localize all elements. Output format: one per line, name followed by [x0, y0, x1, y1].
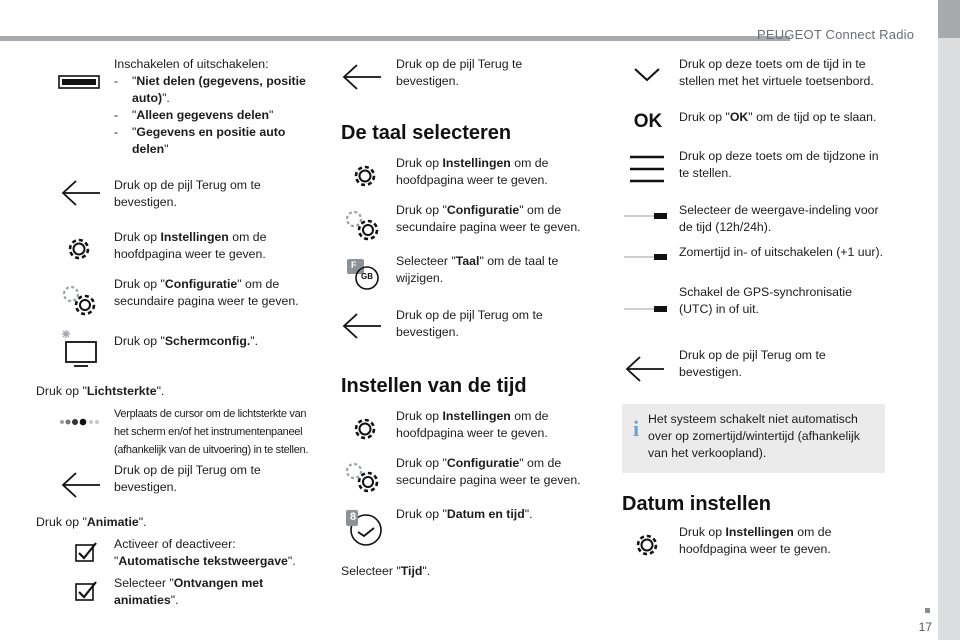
- gps-sync-instruction: Schakel de GPS-synchronisatie (UTC) in of uit.: [679, 285, 852, 316]
- info-note-text: Het systeem schakelt niet automatisch over op zomertijd/wintertijd (afhankelijk van het verkoopland).: [648, 412, 860, 460]
- back-instruction: Druk op de pijl Terug om te bevestigen.: [114, 463, 261, 494]
- toggle-option: - "Alleen gegevens delen": [114, 107, 314, 124]
- date-time-badge: 8: [350, 511, 357, 523]
- back-instruction: Druk op de pijl Terug te bevestigen.: [396, 57, 523, 88]
- back-instruction: Druk op de pijl Terug om te bevestigen.: [396, 308, 543, 339]
- configuration-instruction: Druk op "Configuratie" om de secundaire pagina weer te geven.: [396, 456, 581, 487]
- back-instruction: Druk op de pijl Terug om te bevestigen.: [679, 348, 826, 379]
- section-heading-language: De taal selecteren: [341, 122, 512, 144]
- back-arrow-icon: [60, 178, 102, 208]
- configuration-gears-icon: [341, 205, 385, 245]
- time-select-instruction: Selecteer "Tijd".: [341, 564, 431, 578]
- settings-instruction: Druk op Instellingen om de hoofdpagina weer te geven.: [114, 230, 267, 261]
- page-header-title: PEUGEOT Connect Radio: [757, 27, 915, 42]
- language-icon: [341, 256, 385, 292]
- section-heading-time: Instellen van de tijd: [341, 375, 527, 397]
- auto-text-instruction: Activeer of deactiveer: "Automatische tekstweergave".: [114, 537, 296, 568]
- configuration-gears-icon: [58, 280, 102, 320]
- settings-instruction: Druk op Instellingen om de hoofdpagina weer te geven.: [396, 156, 549, 187]
- date-time-clock-icon: [344, 508, 384, 548]
- back-arrow-icon: [341, 311, 383, 341]
- language-icon-label-bottom: GB: [361, 272, 373, 281]
- brightness-slider-icon: [58, 414, 100, 430]
- continuation-marker: [925, 608, 930, 613]
- toggle-switch-icon: [624, 252, 668, 262]
- dst-instruction: Zomertijd in- of uitschakelen (+1 uur).: [679, 245, 884, 259]
- ok-icon: OK: [633, 111, 663, 132]
- back-arrow-icon: [341, 62, 383, 92]
- toggle-instructions: [114, 56, 314, 158]
- settings-instruction: Druk op Instellingen om de hoofdpagina weer te geven.: [396, 409, 549, 440]
- page-number: 17: [918, 620, 932, 634]
- configuration-instruction: Druk op "Configuratie" om de secundaire pagina weer te geven.: [114, 277, 299, 308]
- section-tab: [938, 0, 960, 38]
- checkbox-checked-icon: [73, 579, 99, 603]
- time-format-instruction: Selecteer de weergave-indeling voor de tijd (12h/24h).: [679, 203, 879, 234]
- keyboard-instruction: Druk op deze toets om de tijd in te stellen met het virtuele toetsenbord.: [679, 57, 874, 88]
- animations-instruction: Selecteer "Ontvangen met animaties".: [114, 576, 264, 607]
- animation-instruction: Druk op "Animatie".: [36, 515, 147, 529]
- toggle-switch-icon: [624, 211, 668, 221]
- toggle-switch-icon: [624, 304, 668, 314]
- settings-gear-icon: [350, 161, 380, 191]
- screen-config-icon: [58, 328, 102, 368]
- back-instruction: Druk op de pijl Terug om te bevestigen.: [114, 178, 261, 209]
- configuration-gears-icon: [341, 457, 385, 497]
- settings-gear-icon: [632, 530, 662, 560]
- settings-gear-icon: [64, 234, 94, 264]
- settings-instruction: Druk op Instellingen om de hoofdpagina weer te geven.: [679, 525, 832, 556]
- menu-lines-icon: [628, 152, 666, 186]
- toggle-option: - "Niet delen (gegevens, positie auto)".: [114, 73, 314, 107]
- screen-config-instruction: Druk op "Schermconfig.".: [114, 334, 259, 348]
- info-icon: i: [633, 416, 640, 441]
- configuration-instruction: Druk op "Configuratie" om de secundaire pagina weer te geven.: [396, 203, 581, 234]
- brightness-description: Verplaats de cursor om de lichtsterkte van het scherm en/of het instrumentenpaneel (afhankelijk van de uitvoering) in te stellen.: [114, 408, 309, 456]
- section-heading-date: Datum instellen: [622, 493, 771, 515]
- toggle-option: - "Gegevens en positie auto delen": [114, 124, 314, 158]
- back-arrow-icon: [624, 354, 666, 384]
- toggle-intro: Inschakelen of uitschakelen:: [114, 57, 269, 71]
- language-instruction: Selecteer "Taal" om de taal te wijzigen.: [396, 254, 559, 285]
- back-arrow-icon: [60, 470, 102, 500]
- toggle-option-list: [114, 73, 314, 158]
- date-time-instruction: Druk op "Datum en tijd".: [396, 507, 533, 521]
- ok-instruction: Druk op "OK" om de tijd op te slaan.: [679, 110, 877, 124]
- toggle-switch-icon: [58, 72, 100, 92]
- chevron-down-icon: [630, 62, 664, 86]
- side-strip: [938, 38, 960, 640]
- checkbox-checked-icon: [73, 540, 99, 564]
- time-zone-instruction: Druk op deze toets om de tijdzone in te stellen.: [679, 149, 879, 180]
- language-icon-label-top: F: [351, 260, 357, 270]
- info-note: [622, 404, 885, 473]
- settings-gear-icon: [350, 414, 380, 444]
- brightness-instruction: Druk op "Lichtsterkte".: [36, 384, 165, 398]
- header-rule: [0, 36, 790, 41]
